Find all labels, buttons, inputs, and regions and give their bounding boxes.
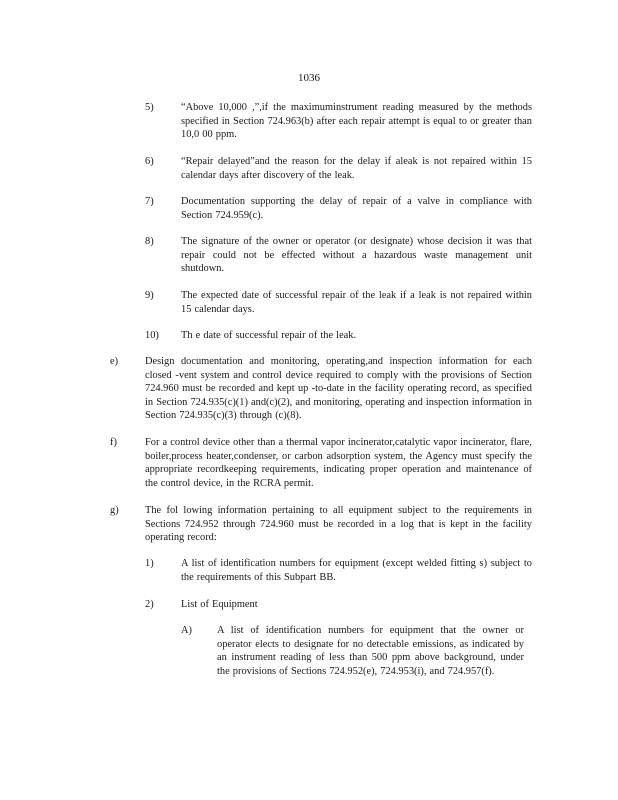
item-label: 1) [145,558,154,569]
item-label: 2) [145,599,154,610]
item-text: Design documentation and monitoring, operating,and inspection information for each closed -vent system and control device required to comply with the provisions of Section 724.960 must be recorded and kept up -to-date in the facility operating record, as specified in Section 724.935(c)(1) and(c)(2), and monitoring, operating and inspection information in Section 724.935(c)(3) through (c)(8). [145,356,532,422]
item-text: The expected date of successful repair of the leak if a leak is not repaired within 15 calendar days. [181,290,532,315]
item-label: 6) [145,156,154,167]
item-text: Documentation supporting the delay of repair of a valve in compliance with Section 724.959(c). [181,196,532,221]
item-label: g) [110,505,119,516]
item-text: A list of identification numbers for equipment that the owner or operator elects to designate for no detectable emissions, as indicated by an instrument reading of less than 500 ppm above background, under the provisions of Sections 724.952(e), 724.953(i), and 724.957(f). [217,625,524,677]
item-label: 10) [145,330,159,341]
item-text: Th e date of successful repair of the leak. [181,330,357,341]
item-label: e) [110,356,119,367]
item-label: 5) [145,102,154,113]
item-text: The fol lowing information pertaining to all equipment subject to the requirements in Sections 724.952 through 724.960 must be recorded in a log that is kept in the facility operating record: [145,505,532,544]
item-label: 7) [145,196,154,207]
page-number: 1036 [298,72,320,84]
item-label: f) [110,437,117,448]
item-text: The signature of the owner or operator (or designate) whose decision it was that repair could not be effected without a hazardous waste management unit shutdown. [181,236,532,275]
item-label: 9) [145,290,154,301]
item-label: A) [181,625,192,636]
item-text: A list of identification numbers for equipment (except welded fitting s) subject to the requirements of this Subpart BB. [181,558,532,583]
item-text: For a control device other than a thermal vapor incinerator,catalytic vapor incinerator, flare, boiler,process heater,condenser, or carbon adsorption system, the Agency must specify the appropriate recordkeeping requirements, indicating proper operation and maintenance of the control device, in the RCRA permit. [145,437,532,489]
item-text: “Repair delayed”and the reason for the delay if aleak is not repaired within 15 calendar days after discovery of the leak. [181,156,532,181]
item-text: “Above 10,000 ,”,if the maximuminstrument reading measured by the methods specified in Section 724.963(b) after each repair attempt is equal to or greater than 10,0 00 ppm. [181,102,532,141]
item-text: List of Equipment [181,599,258,610]
item-label: 8) [145,236,154,247]
